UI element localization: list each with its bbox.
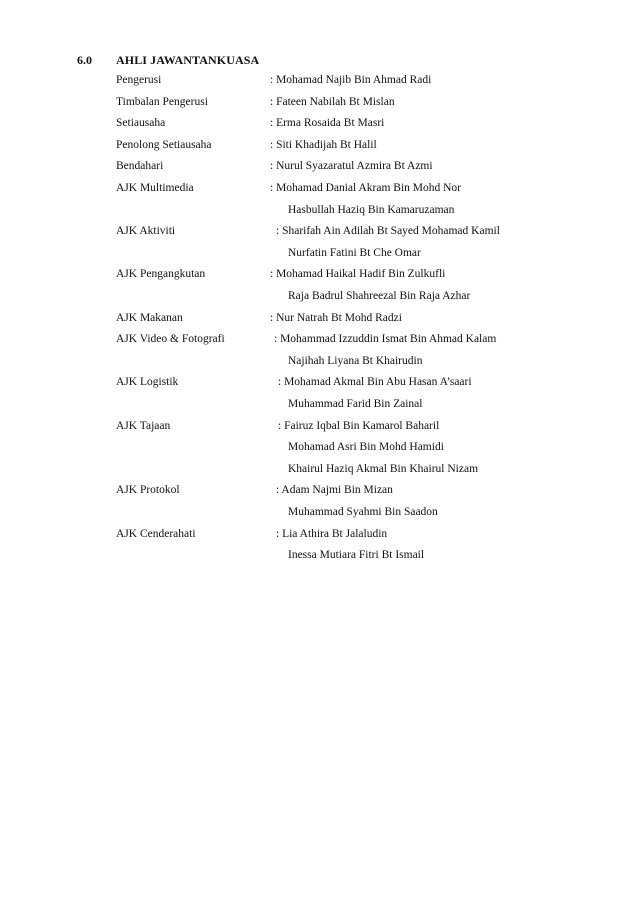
member-name: : Sharifah Ain Adilah Bt Sayed Mohamad Kamil [276,225,500,238]
member-name: : Erma Rosaida Bt Masri [270,117,385,130]
member-name: : Mohamad Akmal Bin Abu Hasan A’saari [278,376,472,389]
role-label: AJK Video & Fotografi [116,333,225,346]
committee-entry [0,374,638,390]
member-name: : Lia Athira Bt Jalaludin [276,527,388,540]
committee-entry-continuation [0,353,638,369]
committee-entry [0,158,638,174]
member-name: Muhammad Farid Bin Zainal [288,398,423,410]
committee-entry [0,115,638,131]
member-name: Hasbullah Haziq Bin Kamaruzaman [288,203,455,216]
committee-entry [0,72,638,88]
section-number: 6.0 [77,53,92,67]
role-label: AJK Tajaan [116,419,171,432]
member-name: : Nur Natrah Bt Mohd Radzi [270,311,402,324]
member-name: : Mohammad Izzuddin Ismat Bin Ahmad Kalam [274,333,497,346]
committee-entry [0,310,638,326]
member-name: Inessa Mutiara Fitri Bt Ismail [288,549,425,562]
committee-entry [0,526,638,542]
committee-entry [0,94,638,110]
committee-entry-continuation [0,288,638,304]
member-name: : Mohamad Najib Bin Ahmad Radi [270,74,432,86]
member-name: Raja Badrul Shahreezal Bin Raja Azhar [288,290,471,302]
member-name: : Mohamad Haikal Hadif Bin Zulkufli [270,268,446,281]
committee-entry-continuation [0,461,638,477]
committee-entry-continuation [0,547,638,563]
committee-entry [0,482,638,498]
role-label: Setiausaha [116,117,166,130]
role-label: Pengerusi [116,74,162,86]
member-name: Nurfatin Fatini Bt Che Omar [288,246,421,259]
role-label: AJK Aktiviti [116,225,176,238]
member-name: : Adam Najmi Bin Mizan [276,484,393,497]
role-label: AJK Pengangkutan [116,268,206,281]
role-label: AJK Protokol [116,484,180,497]
member-name: Muhammad Syahmi Bin Saadon [288,506,438,518]
member-name: : Siti Khadijah Bt Halil [270,138,377,151]
member-name: Najihah Liyana Bt Khairudin [288,354,423,367]
role-label: AJK Multimedia [116,182,194,194]
role-label: AJK Cenderahati [116,527,196,540]
member-name: : Mohamad Danial Akram Bin Mohd Nor [270,182,462,194]
committee-entry-continuation [0,396,638,412]
role-label: Penolong Setiausaha [116,138,212,151]
member-name: Mohamad Asri Bin Mohd Hamidi [288,441,444,454]
committee-entry-continuation [0,245,638,261]
section-title: AHLI JAWANTANKUASA [116,53,260,67]
committee-entry [0,137,638,153]
committee-entry [0,418,638,434]
committee-entry-continuation [0,504,638,520]
role-label: Timbalan Pengerusi [116,95,208,108]
member-name: : Fateen Nabilah Bt Mislan [270,95,395,108]
committee-entry [0,266,638,282]
committee-entry [0,331,638,347]
member-name: : Fairuz Iqbal Bin Kamarol Baharil [278,419,440,432]
committee-entry-continuation [0,439,638,455]
committee-entry [0,223,638,239]
committee-entry-continuation [0,202,638,218]
role-label: AJK Logistik [116,376,179,389]
role-label: AJK Makanan [116,311,183,324]
role-label: Bendahari [116,160,164,173]
committee-entry [0,180,638,196]
member-name: Khairul Haziq Akmal Bin Khairul Nizam [288,462,479,475]
member-name: : Nurul Syazaratul Azmira Bt Azmi [270,160,433,173]
